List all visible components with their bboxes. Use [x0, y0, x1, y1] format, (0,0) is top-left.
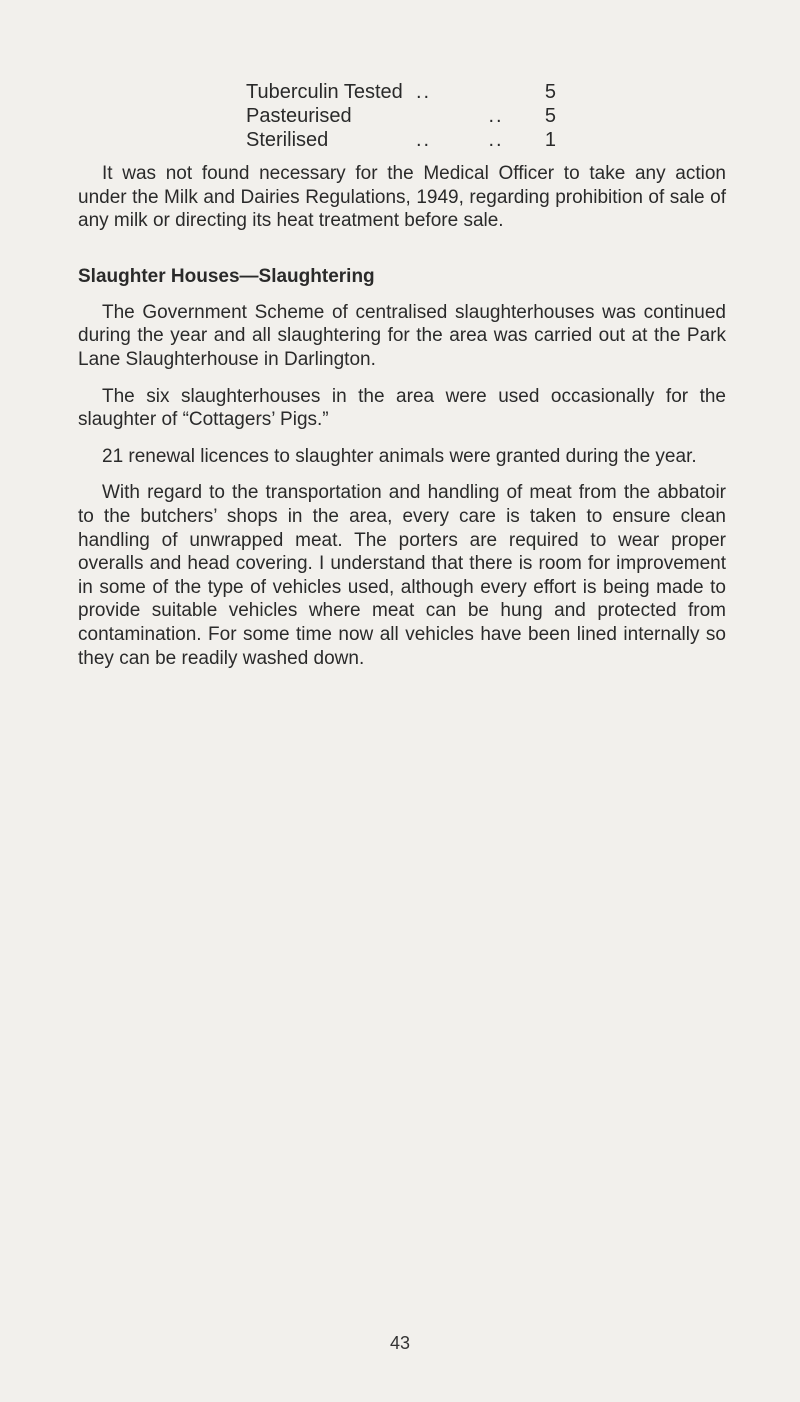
- section-heading: Slaughter Houses—Slaughtering: [78, 265, 375, 287]
- milk-licence-row: [246, 128, 626, 152]
- milk-licence-count: 5: [544, 105, 556, 127]
- milk-licence-count: 5: [544, 81, 556, 103]
- milk-licence-row: [246, 80, 626, 104]
- leader-dots: ..: [416, 129, 432, 151]
- section-paragraph: 21 renewal licences to slaughter animals were granted during the year.: [102, 445, 697, 467]
- section-paragraph: With regard to the transportation and handling of meat from the abbatoir to the butchers’ shops in the area, every care is taken to ensure clean handling of unwrapped meat. The porters are required to wear proper overalls and head covering. I understand that there is room for improvement in some of the type of vehicles used, although every effort is being made to provide suitable vehicles where meat can be hung and protected from contamination. For some time now all vehicles have been lined internally so they can be readily washed down.: [78, 482, 726, 669]
- section-paragraph: The Government Scheme of centralised slaughterhouses was continued during the year and all slaughtering for the area was carried out at the Park Lane Slaughterhouse in Darlington.: [78, 301, 726, 370]
- milk-licence-table: [246, 80, 626, 152]
- document-page: [78, 80, 726, 670]
- milk-licence-row: [246, 104, 626, 128]
- milk-licence-label: Sterilised: [246, 129, 329, 151]
- leader-dots: ..: [416, 81, 432, 103]
- leader-dots: ..: [488, 129, 504, 151]
- milk-licence-label: Tuberculin Tested: [246, 81, 403, 103]
- milk-licence-count: 1: [544, 129, 556, 151]
- leader-dots: ..: [488, 105, 504, 127]
- intro-paragraph: It was not found necessary for the Medical Officer to take any action under the Milk and Dairies Regulations, 1949, regarding prohibition of sale of any milk or directing its heat treatment before sale.: [78, 163, 726, 232]
- milk-licence-label: Pasteurised: [246, 105, 352, 127]
- section-paragraph: The six slaughterhouses in the area were used occasionally for the slaughter of “Cottagers’ Pigs.”: [78, 385, 726, 431]
- page-number: 43: [389, 1333, 411, 1353]
